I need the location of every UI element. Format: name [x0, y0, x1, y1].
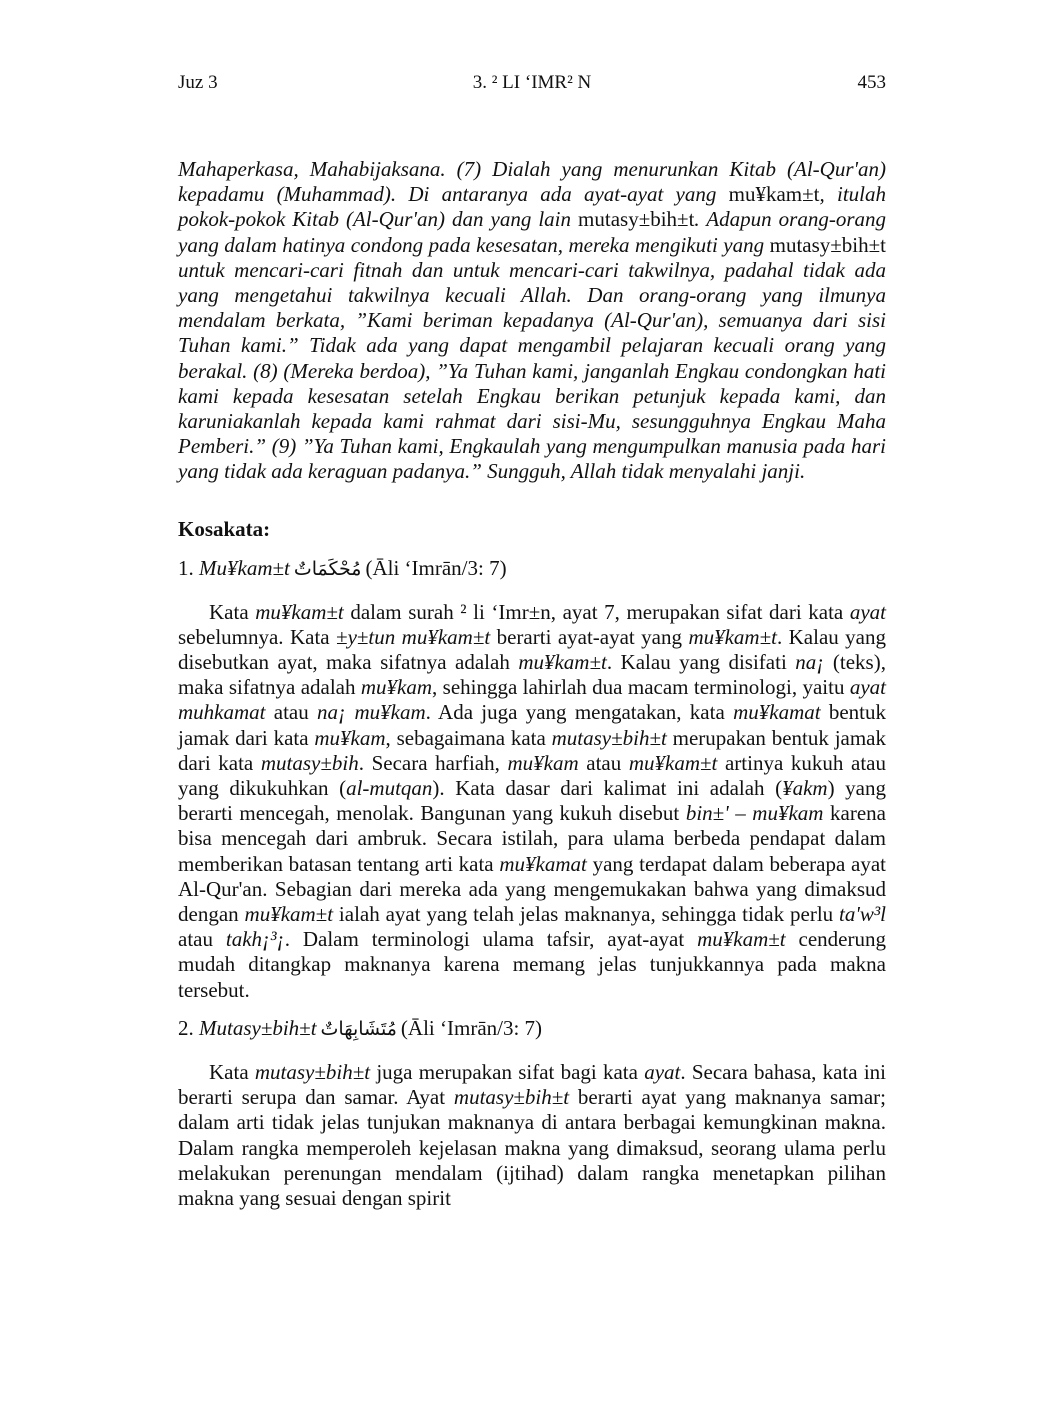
- vocab-term-1: 1. Mu¥kam±t مُحْكَمَاتٌ (Āli ‘Imrān/3: 7): [178, 555, 507, 580]
- section-heading: Kosakata:: [178, 516, 271, 541]
- term-reference: (Āli ‘Imrān/3: 7): [365, 555, 507, 580]
- translation-block: [178, 157, 886, 485]
- page-body: [178, 157, 886, 1211]
- page-number: 453: [857, 72, 886, 93]
- running-header: [178, 72, 886, 98]
- vocab-term-2: 2. Mutasy±bih±t مُتَشَابِهَاتٌ (Āli ‘Imrān/3: 7): [178, 1015, 543, 1040]
- term-reference: (Āli ‘Imrān/3: 7): [400, 1015, 543, 1040]
- vocab-explanation-2: Kata mutasy±bih±t juga merupakan sifat bagi kata ayat. Secara bahasa, kata ini berarti serupa dan samar. Ayat mutasy±bih±t berarti ayat yang maknanya samar; dalam arti tidak jelas tunjukan maknanya di antara berbagai kemungkinan makna. Dalam rangka memperoleh kejelasan makna yang dimaksud, seorang ulama perlu melakukan perenungan mendalam (ijtihad) dalam rangka menetapkan pilihan makna yang sesuai dengan spirit: [178, 1059, 886, 1210]
- juz-label: Juz 3: [178, 72, 218, 93]
- term-arabic: مُحْكَمَاتٌ: [293, 557, 362, 580]
- surah-title: 3. ² LI ‘IMR² N: [472, 72, 592, 93]
- vocab-explanation-1: Kata mu¥kam±t dalam surah ² li ‘Imr±n, ayat 7, merupakan sifat dari kata ayat sebelumnya. Kata ±y±tun mu¥kam±t berarti ayat-ayat yang mu¥kam±t. Kalau yang disebutkan ayat, maka sifatnya adalah mu¥kam±t. Kalau yang disifati na¡ (teks), maka sifatnya adalah mu¥kam, sehingga lahirlah dua macam terminologi, yaitu ayat muhkamat atau na¡ mu¥kam. Ada juga yang mengatakan, kata mu¥kamat bentuk jamak dari kata mu¥kam, sebagaimana kata mutasy±bih±t merupakan bentuk jamak dari kata mutasy±bih. Secara harfiah, mu¥kam atau mu¥kam±t artinya kukuh atau yang dikukuhkan (al-mutqan). Kata dasar dari kalimat ini adalah (¥akm) yang berarti mencegah, menolak. Bangunan yang kukuh disebut bin±' – mu¥kam karena bisa mencegah dari ambruk. Secara istilah, para ulama berbeda pendapat dalam memberikan batasan tentang arti kata mu¥kamat yang terdapat dalam beberapa ayat Al-Qur'an. Sebagian dari mereka ada yang mengemukakan bahwa yang dimaksud dengan mu¥kam±t ialah ayat yang telah jelas maknanya, sehingga tidak perlu ta'w³l atau takh¡³¡. Dalam terminologi ulama tafsir, ayat-ayat mu¥kam±t cenderung mudah ditangkap maknanya karena memang jelas tunjukkannya pada makna tersebut.: [178, 599, 887, 1002]
- translation-text: Mahaperkasa, Mahabijaksana. (7) Dialah yang menurunkan Kitab (Al-Qur'an) kepadamu (Muhammad). Di antaranya ada ayat-ayat yang mu¥kam±t, itulah pokok-pokok Kitab (Al-Qur'an) dan yang lain mutasy±bih±t. Adapun orang-orang yang dalam hatinya condong pada kesesatan, mereka mengikuti yang mutasy±bih±t untuk mencari-cari fitnah dan untuk mencari-cari takwilnya, padahal tidak ada yang mengetahui takwilnya kecuali Allah. Dan orang-orang yang ilmunya mendalam berkata, ”Kami beriman kepadanya (Al-Qur'an), semuanya dari sisi Tuhan kami.” Tidak ada yang dapat mengambil pelajaran kecuali orang yang berakal. (8) (Mereka berdoa), ”Ya Tuhan kami, janganlah Engkau condongkan hati kami kepada kesesatan setelah Engkau berikan petunjuk kepada kami, dan karuniakanlah kepada kami rahmat dari sisi-Mu, sesungguhnya Engkau Maha Pemberi.” (9) ”Ya Tuhan kami, Engkaulah yang mengumpulkan manusia pada hari yang tidak ada keraguan padanya.” Sungguh, Allah tidak menyalahi janji.: [178, 157, 886, 484]
- term-arabic: مُتَشَابِهَاتٌ: [320, 1017, 397, 1040]
- term-latin: Mutasy±bih±t: [199, 1015, 317, 1040]
- term-latin: Mu¥kam±t: [199, 555, 290, 580]
